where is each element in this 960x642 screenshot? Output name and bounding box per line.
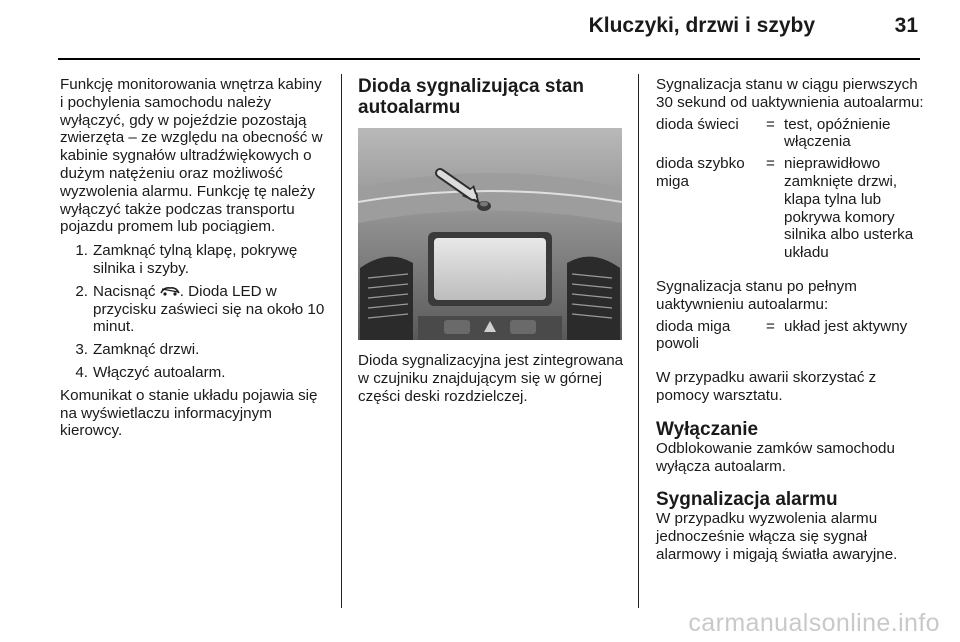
column-divider-right — [638, 74, 639, 608]
status-term: dioda świeci — [656, 115, 739, 133]
status-equals: = — [766, 317, 775, 335]
status-table-second — [656, 318, 924, 354]
intro-paragraph: Funkcję monitorowania wnętrza kabiny i pochylenia samochodu należy wyłączyć, gdy w pojeździe pozostają zwierzęta – ze względu na obecność w kabinie sygnałów ultradźwiękowych o dużym natężeniu oraz możliwość wyzwolenia alarmu. Funkcję tę należy wyłączyć także podczas transportu pojazdu promem lub pociągiem. — [60, 76, 323, 236]
step-item — [60, 341, 328, 359]
status-intro-second: Sygnalizacja stanu po pełnym uaktywnieniu autoalarmu: — [656, 277, 857, 313]
status-equals: = — [766, 115, 775, 133]
step-number: 2. — [75, 282, 88, 300]
alarm-text: W przypadku wyzwolenia alarmu jednocześnie włącza się sygnał alarmowy i migają światła awaryjne. — [656, 510, 898, 563]
section-heading-disable: Wyłączanie — [656, 418, 759, 440]
left-column — [60, 76, 328, 440]
step-number: 3. — [75, 341, 88, 359]
step-number: 4. — [75, 364, 88, 382]
status-equals: = — [766, 155, 775, 173]
step-text: Zamknąć tylną klapę, pokrywę silnika i szyby. — [93, 242, 298, 277]
status-table-first — [656, 116, 924, 262]
step-text: Zamknąć drzwi. — [93, 341, 200, 359]
column-divider-left — [341, 74, 342, 608]
section-heading-alarm: Sygnalizacja alarmu — [656, 489, 838, 511]
step-item — [60, 242, 328, 278]
page-number: 31 — [894, 14, 918, 37]
status-description: nieprawidłowo zamknięte drzwi, klapa tylna lub pokrywa komory silnika albo usterka układu — [784, 155, 914, 262]
step-item — [60, 364, 328, 382]
step-number: 1. — [75, 242, 88, 260]
step-text-before-icon: Nacisnąć — [93, 282, 160, 300]
status-message-note: Komunikat o stanie układu pojawia się na wyświetlaczu informacyjnym kierowcy. — [60, 386, 318, 440]
status-row — [656, 318, 924, 354]
car-tilt-icon — [160, 283, 180, 301]
status-row — [656, 116, 924, 152]
watermark-text: carmanualsonline.info — [688, 609, 940, 637]
step-text: Włączyć autoalarm. — [93, 364, 226, 382]
status-description: test, opóźnienie włączenia — [784, 115, 891, 151]
status-description: układ jest aktywny — [784, 317, 908, 335]
status-row — [656, 155, 924, 262]
dashboard-led-photo — [358, 128, 622, 340]
instruction-steps — [60, 242, 328, 382]
failure-note: W przypadku awarii skorzystać z pomocy warsztatu. — [656, 369, 877, 404]
right-column — [656, 76, 924, 564]
header-divider — [58, 58, 920, 60]
step-text — [93, 283, 328, 336]
page-header-title: Kluczyki, drzwi i szyby — [588, 14, 815, 37]
image-caption: Dioda sygnalizacyjna jest zintegrowana w czujniku znajdującym się w górnej części deski rozdzielczej. — [358, 352, 624, 405]
step-item — [60, 283, 328, 336]
status-term: dioda szybko miga — [656, 155, 745, 190]
disable-text: Odblokowanie zamków samochodu wyłącza autoalarm. — [656, 439, 895, 475]
status-intro-first: Sygnalizacja stanu w ciągu pierwszych 30 sekund od uaktywnienia autoalarmu: — [656, 76, 924, 111]
step-text-after-icon: . Dioda LED w przycisku zaświeci się na około 10 minut. — [93, 282, 325, 336]
section-heading-led: Dioda sygnalizująca stan autoalarmu — [358, 76, 584, 118]
status-term: dioda miga powoli — [656, 317, 731, 353]
